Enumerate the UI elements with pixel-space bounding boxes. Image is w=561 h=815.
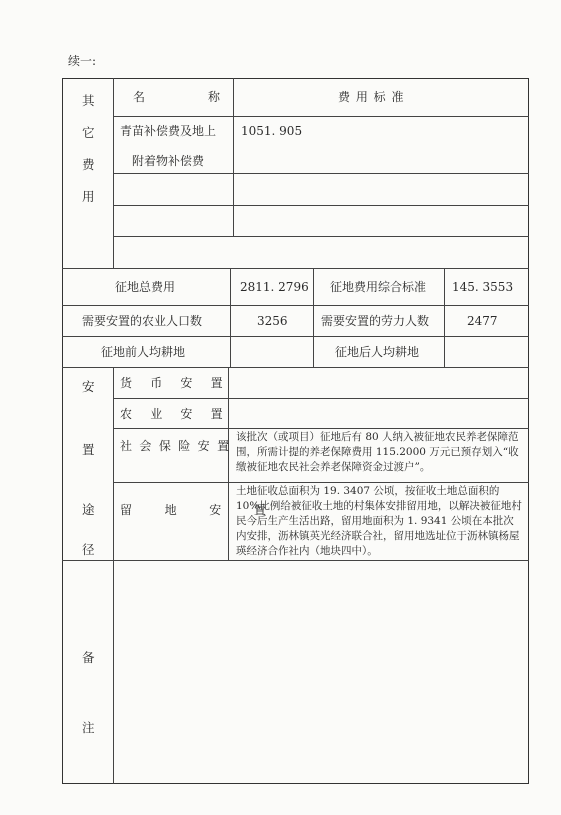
row-divider	[113, 116, 529, 117]
header-fee-standard: 费 用 标 准	[338, 90, 405, 104]
row-divider	[113, 398, 529, 399]
row-divider	[113, 428, 529, 429]
item1-name-line1: 青苗补偿费及地上	[120, 124, 217, 138]
header-name-char: 称	[208, 90, 221, 104]
currency-resettlement-label: 货 币 安 置	[120, 376, 230, 390]
row-divider	[62, 336, 529, 337]
col-divider	[444, 268, 445, 367]
other-fees-side-char: 费	[82, 157, 95, 172]
resettlement-side-char: 径	[82, 542, 95, 557]
total-cost-label: 征地总费用	[115, 280, 176, 294]
row-divider	[113, 236, 529, 237]
labor-count-value: 2477	[467, 314, 498, 328]
combined-standard-value: 145. 3553	[452, 280, 514, 294]
row-divider	[62, 367, 529, 368]
col-divider	[230, 268, 231, 367]
resettlement-side-char: 安	[82, 379, 95, 394]
other-fees-side-char: 用	[82, 189, 95, 204]
resettlement-side-char: 途	[82, 502, 95, 517]
row-divider	[113, 482, 529, 483]
row-divider	[62, 305, 529, 306]
row-divider	[113, 205, 529, 206]
farm-population-value: 3256	[257, 314, 288, 328]
col-divider	[228, 367, 229, 560]
resettlement-side-char: 置	[82, 442, 95, 457]
item1-name-line2: 附着物补偿费	[132, 154, 205, 168]
farmland-after-label: 征地后人均耕地	[335, 345, 420, 359]
retained-land-label: 留 地 安 置	[120, 503, 281, 517]
row-divider	[113, 173, 529, 174]
retained-land-text: 土地征收总面积为 19. 3407 公顷，按征收土地总面积的 10%比例给被征收土地的村集体安排留用地，以解决被征地村民今后生产生活出路，留用地面积为 1. 9341 公顷在本批次内安排，沥林镇英光经济联合社，留用地选址位于沥林镇杨屋瑛经济合作社内（地块四中）。	[236, 485, 522, 557]
farmland-before-label: 征地前人均耕地	[101, 345, 186, 359]
col-divider	[113, 367, 114, 784]
col-divider	[233, 78, 234, 236]
other-fees-side-char: 其	[82, 93, 95, 108]
other-fees-side-char: 它	[82, 125, 95, 140]
farm-population-label: 需要安置的农业人口数	[82, 314, 203, 328]
item1-value: 1051. 905	[241, 124, 303, 138]
col-divider	[313, 268, 314, 367]
remarks-side-char: 备	[82, 650, 95, 665]
social-insurance-text: 该批次（或项目）征地后有 80 人纳入被征地农民养老保障范围，所需计提的养老保障费用 115.2000 万元已预存划入“收缴被征地农民社会养老保障资金过渡户”。	[236, 431, 519, 473]
col-divider	[113, 78, 114, 268]
header-name-char: 名	[133, 90, 146, 104]
continued-label: 续一:	[68, 54, 97, 68]
agricultural-resettlement-label: 农 业 安 置	[120, 407, 230, 421]
social-insurance-label: 社 会 保 险 安 置	[120, 439, 231, 453]
combined-standard-label: 征地费用综合标准	[330, 280, 427, 294]
total-cost-value: 2811. 2796	[240, 280, 309, 294]
labor-count-label: 需要安置的劳力人数	[321, 314, 430, 328]
row-divider	[62, 268, 529, 269]
row-divider	[62, 560, 529, 561]
remarks-side-char: 注	[82, 720, 95, 735]
